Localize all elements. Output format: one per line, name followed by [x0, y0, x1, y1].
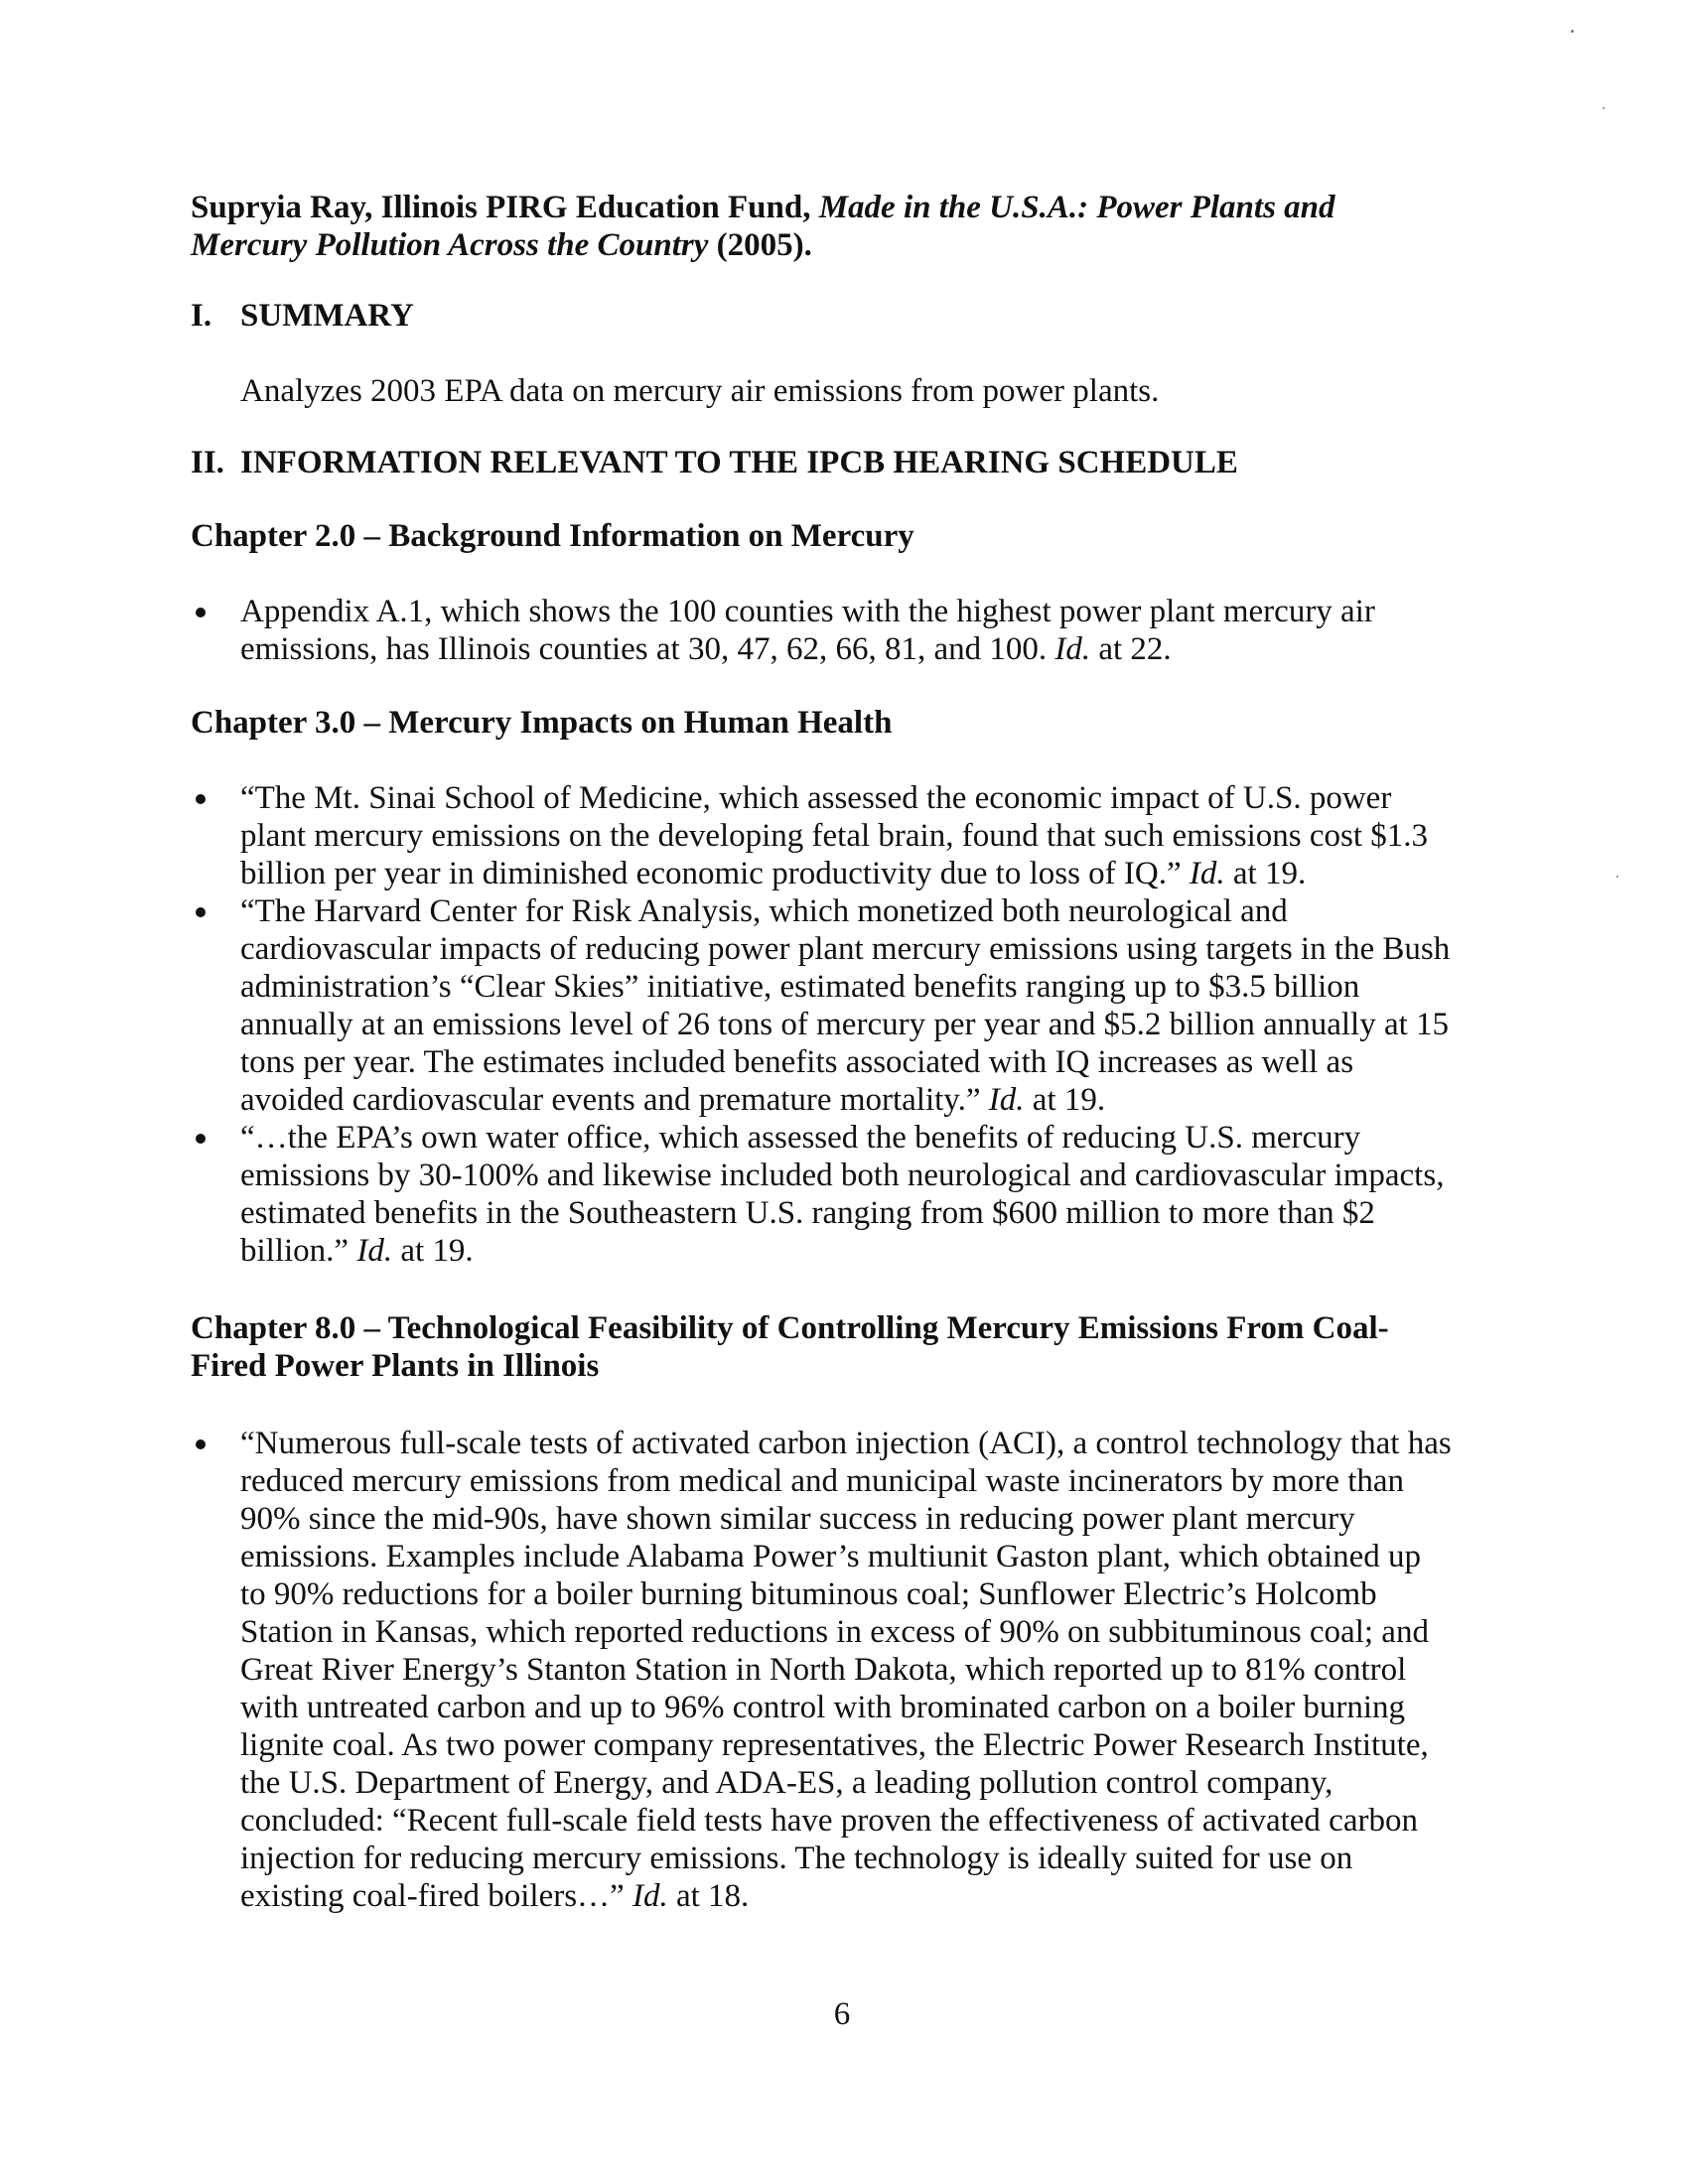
page-number: 6 [833, 1996, 851, 2032]
citation-ref: Id. [988, 1082, 1025, 1118]
bullet-item [191, 892, 1452, 1119]
section-title: SUMMARY [240, 298, 414, 334]
section-title: INFORMATION RELEVANT TO THE IPCB HEARING SCHEDULE [240, 445, 1238, 480]
section-number: II. [191, 445, 224, 480]
bullet-text: “The Harvard Center for Risk Analysis, which monetized both neurological and cardiovascular impacts of reducing power plant mercury emissions using targets in the Bush administration’s “Clear Skies” initiative, estimated benefits ranging up to $3.5 billion annually at an emissions level of 26 tons of mercury per year and $5.2 billion annually at 15 tons per year. The estimates included benefits associated with IQ increases as well as avoided cardiovascular events and premature mortality.” [240, 893, 1451, 1118]
scan-speck [1603, 107, 1605, 109]
bullet-item [191, 593, 1452, 668]
citation-ref: Id. [632, 1878, 668, 1914]
section-info-heading [191, 444, 1452, 481]
citation-year: (2005). [708, 227, 812, 263]
citation-ref: Id. [1054, 631, 1091, 667]
citation-page: at 19. [1224, 856, 1307, 891]
bullet-text: “Numerous full-scale tests of activated carbon injection (ACI), a control technology that has reduced mercury emissions from medical and municipal waste incinerators by more than 90% since the mid-90s, have shown similar success in reducing power plant mercury emissions. Examples include Alabama Power’s multiunit Gaston plant, which obtained up to 90% reductions for a boiler burning bituminous coal; Sunflower Electric’s Holcomb Station in Kansas, which reported reductions in excess of 90% on subbituminous coal; and Great River Energy’s Stanton Station in North Dakota, which reported up to 81% control with untreated carbon and up to 96% control with brominated carbon on a boiler burning lignite coal. As two power company representatives, the Electric Power Research Institute, the U.S. Department of Energy, and ADA-ES, a leading pollution control company, concluded: “Recent full-scale field tests have proven the effectiveness of activated carbon injection for reducing mercury emissions. The technology is ideally suited for use on existing coal-fired boilers…” [240, 1426, 1452, 1914]
bullet-item [191, 1119, 1452, 1270]
document-body [191, 189, 1452, 1915]
bullet-text: “…the EPA’s own water office, which assessed the benefits of reducing U.S. mercury emissions by 30-100% and likewise included both neurological and cardiovascular impacts, estimated benefits in the Southeastern U.S. ranging from $600 million to more than $2 billion.” [240, 1120, 1445, 1269]
bullet-item [191, 1425, 1452, 1915]
scan-speck [1571, 30, 1574, 33]
section-number: I. [191, 298, 212, 334]
citation-ref: Id. [1189, 856, 1225, 891]
summary-text: Analyzes 2003 EPA data on mercury air emissions from power plants. [240, 373, 1160, 409]
citation-title [191, 189, 1452, 264]
chapter-3-bullets [191, 779, 1452, 1270]
bullet-text: Appendix A.1, which shows the 100 counties with the highest power plant mercury air emissions, has Illinois counties at 30, 47, 62, 66, 81, and 100. [240, 594, 1375, 667]
citation-work-title: Made in the U.S.A.: Power Plants and Mercury Pollution Across the Country [191, 190, 1335, 263]
scan-speck [1616, 876, 1618, 878]
section-summary-heading [191, 297, 1452, 335]
chapter-8-bullets [191, 1425, 1452, 1915]
chapter-2-heading: Chapter 2.0 – Background Information on Mercury [191, 518, 914, 554]
chapter-8-heading: Chapter 8.0 – Technological Feasibility of Controlling Mercury Emissions From Coal-Fired Power Plants in Illinois [191, 1310, 1389, 1384]
chapter-2-bullets [191, 593, 1452, 668]
bullet-text: “The Mt. Sinai School of Medicine, which assessed the economic impact of U.S. power plant mercury emissions on the developing fetal brain, found that such emissions cost $1.3 billion per year in diminished economic productivity due to loss of IQ.” [240, 780, 1429, 891]
citation-author: Supryia Ray, Illinois PIRG Education Fund, [191, 190, 819, 225]
citation-page: at 22. [1090, 631, 1172, 667]
citation-page: at 19. [392, 1233, 474, 1269]
citation-page: at 19. [1024, 1082, 1106, 1118]
citation-ref: Id. [356, 1233, 393, 1269]
citation-page: at 18. [667, 1878, 750, 1914]
bullet-item [191, 779, 1452, 892]
chapter-3-heading: Chapter 3.0 – Mercury Impacts on Human Health [191, 705, 893, 741]
